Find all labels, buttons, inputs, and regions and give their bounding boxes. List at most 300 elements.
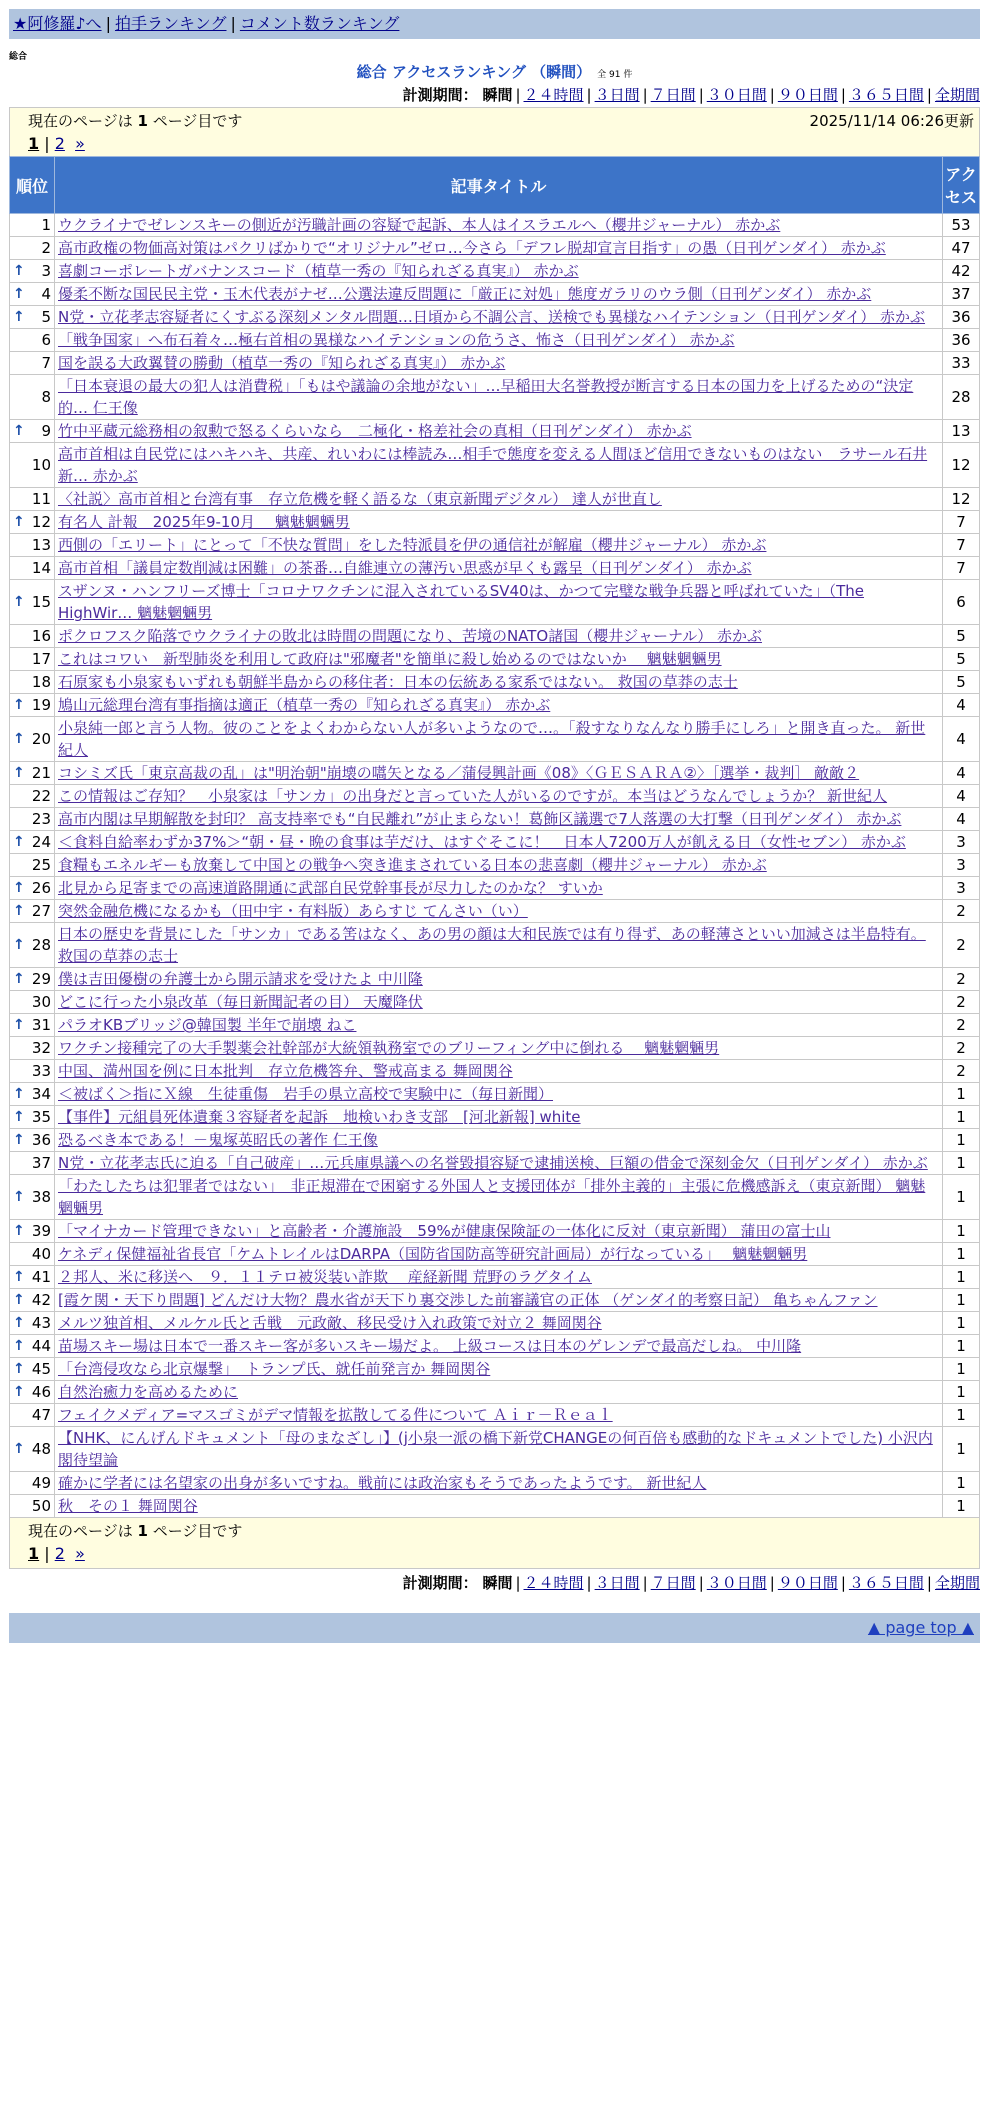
access-count: 13 [943,420,980,443]
title-cell [55,1335,943,1358]
rank-number: 43 [31,1314,51,1332]
table-row [10,260,980,283]
access-count: 33 [943,352,980,375]
article-link[interactable]: 鳩山元総理台湾有事指摘は適正（植草一秀の『知られざる真実』） 赤かぶ [58,696,551,714]
nav-link-comment-ranking[interactable]: コメント数ランキング [239,14,400,33]
title-cell [55,923,943,968]
rank-cell [10,1495,55,1518]
title-cell [55,1220,943,1243]
article-link[interactable]: 突然金融危機になるかも（田中宇・有料版）あらすじ てんさい（い） [58,902,528,920]
title-cell [55,1266,943,1289]
article-link[interactable]: N党・立花孝志氏に迫る「自己破産」…元兵庫県議への名誉毀損容疑で逮捕送検、巨額の借金で深刻金欠（日刊ゲンダイ） 赤かぶ [58,1154,928,1172]
title-cell [55,808,943,831]
status-box-bottom [9,1518,980,1569]
title-cell [55,968,943,991]
rank-cell [10,1358,55,1381]
top-nav: ★阿修羅♪へ | 拍手ランキング | コメント数ランキング [9,9,980,39]
rank-up-arrow-icon: ↑ [13,1189,25,1205]
pager-next-arrow[interactable]: » [75,134,85,153]
period-link-30d-bottom[interactable]: ３０日間 [706,1574,767,1592]
access-count: 4 [943,785,980,808]
rank-number: 46 [31,1383,51,1401]
title-cell [55,1312,943,1335]
access-count: 3 [943,854,980,877]
rank-cell [10,831,55,854]
ranking-table [9,156,980,1518]
table-row [10,329,980,352]
table-row [10,1152,980,1175]
rank-cell [10,900,55,923]
table-row [10,1060,980,1083]
rank-number: 28 [31,936,51,954]
article-link[interactable]: 日本の歴史を背景にした「サンカ」である筈はなく、あの男の顔は大和民族では有り得ず、あの軽薄さといい加減さは半島特有。 救国の草莽の志士 [58,925,926,965]
title-cell [55,420,943,443]
table-row [10,488,980,511]
rank-number: 47 [31,1406,51,1424]
article-link[interactable]: ＜被ばく＞指にＸ線 生徒重傷 岩手の県立高校で実験中に（毎日新聞） [58,1085,554,1103]
article-link[interactable]: パラオKBブリッジ@韓国製 半年で崩壊 ねこ [58,1016,357,1034]
rank-up-arrow-icon: ↑ [13,1086,25,1102]
table-row [10,991,980,1014]
header-access: アクセス [943,157,980,214]
table-row [10,1358,980,1381]
pager-next-arrow-bottom[interactable]: » [75,1544,85,1563]
article-link[interactable]: 【NHK、にんげんドキュメント「母のまなざし」】(j小泉一派の橋下新党CHANGEの何百倍も感動的なドキュメントでした) 小沢内閣待望論 [58,1429,933,1469]
rank-number: 3 [41,262,51,280]
article-link[interactable]: 国を誤る大政翼賛の勝動（植草一秀の『知られざる真実』） 赤かぶ [58,354,506,372]
table-row [10,1220,980,1243]
period-link-3d[interactable]: ３日間 [594,86,640,104]
period-current-bottom: 瞬間 [482,1574,513,1592]
table-row [10,762,980,785]
table-row [10,717,980,762]
rank-number: 16 [31,627,51,645]
rank-up-arrow-icon: ↑ [13,971,25,987]
rank-number: 19 [31,696,51,714]
title-cell [55,1014,943,1037]
table-row [10,923,980,968]
title-cell [55,1106,943,1129]
rank-up-arrow-icon: ↑ [13,1109,25,1125]
article-link[interactable]: 「日本衰退の最大の犯人は消費税」「もはや議論の余地がない」…早稲田大名誉教授が断言する日本の国力を上げるための“決定的… 仁王像 [58,377,914,417]
access-count: 6 [943,580,980,625]
title-cell [55,534,943,557]
rank-cell [10,375,55,420]
access-count: 1 [943,1381,980,1404]
article-link[interactable]: ポクロフスク陥落でウクライナの敗北は時間の問題になり、苦境のNATO諸国（櫻井ジャーナル） 赤かぶ [58,627,762,645]
article-link[interactable]: 確かに学者には名望家の出身が多いですね。戦前には政治家もそうであったようです。 新世紀人 [58,1474,707,1492]
table-row [10,1243,980,1266]
article-link[interactable]: 小泉純一郎と言う人物。彼のことをよくわからない人が多いようなので…。「殺すなりなんなり勝手にしろ」と開き直った。 新世紀人 [58,719,926,759]
table-row [10,1083,980,1106]
article-link[interactable]: どこに行った小泉改革（毎日新聞記者の目） 天魔降伏 [58,993,423,1011]
table-row [10,671,980,694]
rank-number: 39 [31,1222,51,1240]
rank-number: 37 [31,1154,51,1172]
access-count: 1 [943,1404,980,1427]
title-cell [55,1243,943,1266]
title-cell [55,1129,943,1152]
article-link[interactable]: ワクチン接種完了の大手製薬会社幹部が大統領執務室でのブリーフィング中に倒れる 魑魅魍魎男 [58,1039,720,1057]
page-wrapper [9,0,980,1643]
table-row [10,1404,980,1427]
access-count: 1 [943,1152,980,1175]
title-cell [55,1358,943,1381]
access-count: 2 [943,968,980,991]
access-count: 1 [943,1175,980,1220]
article-link[interactable]: 「わたしたちは犯罪者ではない」 非正規滞在で困窮する外国人と支援団体が「排外主義的」主張に危機感訴え（東京新聞） 魑魅魍魎男 [58,1177,926,1217]
period-link-7d-bottom[interactable]: ７日間 [650,1574,696,1592]
article-link[interactable]: 優柔不断な国民民主党・玉木代表がナゼ…公選法違反問題に「厳正に対処」態度ガラリのウラ側（日刊ゲンダイ） 赤かぶ [58,285,872,303]
rank-number: 25 [31,856,51,874]
table-row [10,237,980,260]
header-rank: 順位 [10,157,55,214]
rank-number: 41 [31,1268,51,1286]
article-link[interactable]: 秋 その１ 舞岡関谷 [58,1497,198,1515]
access-count: 1 [943,1243,980,1266]
table-row [10,648,980,671]
article-link[interactable]: 苗場スキー場は日本で一番スキー客が多いスキー場だよ。 上級コースは日本のゲレンデで最高だしね。 中川隆 [58,1337,802,1355]
table-row [10,1335,980,1358]
rank-cell [10,1312,55,1335]
updated-time: 2025/11/14 06:26更新 [809,112,974,130]
access-count: 1 [943,1266,980,1289]
article-link[interactable]: 喜劇コーポレートガバナンスコード（植草一秀の『知られざる真実』） 赤かぶ [58,262,579,280]
access-count: 7 [943,557,980,580]
article-link[interactable]: [霞ケ関・天下り問題] どんだけ大物？農水省が天下り裏交渉した前審議官の正体 （ゲンダイ的考察日記） 亀ちゃんファン [58,1291,878,1309]
article-link[interactable]: この情報はご存知？ 小泉家は「サンカ」の出身だと言っていた人がいるのですが。本当はどうなんでしょうか？ 新世紀人 [58,787,888,805]
period-label: 計測期間： [402,86,478,104]
table-row [10,306,980,329]
nav-link-clap-ranking[interactable]: 拍手ランキング [114,14,227,33]
rank-cell [10,260,55,283]
article-link[interactable]: 石原家も小泉家もいずれも朝鮮半島からの移住者：日本の伝統ある家系ではない。 救国の草莽の志士 [58,673,738,691]
period-link-365d-bottom[interactable]: ３６５日間 [848,1574,924,1592]
rank-number: 1 [41,216,51,234]
article-link[interactable]: 恐るべき本である！－鬼塚英昭氏の著作 仁王像 [58,1131,378,1149]
period-link-all-bottom[interactable]: 全期間 [934,1574,980,1592]
access-count: 47 [943,237,980,260]
article-link[interactable]: 高市首相「議員定数削減は困難」の茶番…自維連立の薄汚い思惑が早くも露呈（日刊ゲンダイ） 赤かぶ [58,559,752,577]
period-link-90d-bottom[interactable]: ９０日間 [777,1574,838,1592]
article-link[interactable]: 高市政権の物価高対策はパクリばかりで“オリジナル”ゼロ…今さら「デフレ脱却宣言目指す」の愚（日刊ゲンダイ） 赤かぶ [58,239,886,257]
rank-cell [10,1220,55,1243]
title-cell [55,511,943,534]
rank-cell [10,283,55,306]
rank-cell [10,534,55,557]
article-link[interactable]: ケネディ保健福祉省長官「ケムトレイルはDARPA（国防省国防高等研究計画局）が行なっている」 魑魅魍魎男 [58,1245,808,1263]
rank-number: 24 [31,833,51,851]
title-cell [55,306,943,329]
rank-number: 42 [31,1291,51,1309]
rank-cell [10,648,55,671]
rank-cell [10,877,55,900]
rank-cell [10,1060,55,1083]
article-link[interactable]: 「台湾侵攻なら北京爆撃」 トランプ氏、就任前発言か 舞岡関谷 [58,1360,491,1378]
rank-cell [10,488,55,511]
rank-up-arrow-icon: ↑ [13,1384,25,1400]
rank-up-arrow-icon: ↑ [13,1338,25,1354]
rank-up-arrow-icon: ↑ [13,834,25,850]
ranking-heading [9,61,980,83]
rank-number: 27 [31,902,51,920]
title-cell [55,375,943,420]
article-link[interactable]: ＜食料自給率わずか37%＞“朝・昼・晩の食事は芋だけ、はすぐそこに！ 日本人7200万人が飢える日（女性セブン） 赤かぶ [58,833,906,851]
title-cell [55,1175,943,1220]
rank-cell [10,808,55,831]
access-count: 12 [943,488,980,511]
article-link[interactable]: ウクライナでゼレンスキーの側近が汚職計画の容疑で起訴、本人はイスラエルへ（櫻井ジャーナル） 赤かぶ [58,216,781,234]
article-link[interactable]: 【事件】元組員死体遺棄３容疑者を起訴 地検いわき支部 [河北新報] white [58,1108,581,1126]
table-row [10,511,980,534]
rank-up-arrow-icon: ↑ [13,765,25,781]
table-row [10,1129,980,1152]
article-link[interactable]: 西側の「エリート」にとって「不快な質問」をした特派員を伊の通信社が解雇（櫻井ジャーナル） 赤かぶ [58,536,767,554]
title-cell [55,329,943,352]
article-link[interactable]: 「マイナカード管理できない」と高齢者・介護施設 59%が健康保険証の一体化に反対（東京新聞） 蒲田の富士山 [58,1222,831,1240]
access-count: 4 [943,762,980,785]
article-link[interactable]: 高市首相は自民党にはハキハキ、共産、れいわには棒読み…相手で態度を変える人間ほど信用できないものはない ラサール石井 新… 赤かぶ [58,445,928,485]
access-count: 1 [943,1358,980,1381]
rank-cell [10,1243,55,1266]
access-count: 7 [943,534,980,557]
access-count: 5 [943,671,980,694]
article-link[interactable]: 〈社説〉高市首相と台湾有事 存立危機を軽く語るな（東京新聞デジタル） 達人が世直し [58,490,662,508]
table-row [10,1427,980,1472]
article-link[interactable]: 有名人 計報 2025年9-10月 魑魅魍魎男 [58,513,350,531]
article-link[interactable]: 僕は吉田優樹の弁護士から開示請求を受けたよ 中川隆 [58,970,423,988]
table-row [10,214,980,237]
pager-current: 1 [28,134,40,153]
rank-cell [10,557,55,580]
rank-cell [10,671,55,694]
rank-cell [10,443,55,488]
rank-up-arrow-icon: ↑ [13,1269,25,1285]
access-count: 1 [943,1083,980,1106]
rank-number: 22 [31,787,51,805]
rank-cell [10,420,55,443]
access-count: 2 [943,991,980,1014]
access-count: 2 [943,900,980,923]
rank-number: 11 [31,490,51,508]
title-cell [55,648,943,671]
access-count: 4 [943,717,980,762]
period-link-24h[interactable]: ２４時間 [523,86,584,104]
rank-cell [10,1037,55,1060]
page-title: 総合 アクセスランキング （瞬間） [356,63,592,81]
title-cell [55,260,943,283]
rank-up-arrow-icon: ↑ [13,1441,25,1457]
rank-number: 32 [31,1039,51,1057]
rank-number: 26 [31,879,51,897]
total-count: 全 91 件 [597,70,633,80]
title-cell [55,762,943,785]
title-cell [55,900,943,923]
title-cell [55,1289,943,1312]
rank-up-arrow-icon: ↑ [13,1223,25,1239]
access-count: 5 [943,648,980,671]
table-row [10,1266,980,1289]
rank-cell [10,625,55,648]
rank-number: 12 [31,513,51,531]
access-count: 36 [943,329,980,352]
table-row [10,534,980,557]
title-cell [55,785,943,808]
article-link[interactable]: フェイクメディア=マスゴミがデマ情報を拡散してる件について Ａｉｒ－Ｒｅａｌ [58,1406,613,1424]
current-page-text-bottom: 現在のページは 1 ページ目です [28,1522,243,1540]
rank-cell [10,1472,55,1495]
rank-number: 40 [31,1245,51,1263]
article-link[interactable]: 食糧もエネルギーも放棄して中国との戦争へ突き進まされている日本の悲喜劇（櫻井ジャーナル） 赤かぶ [58,856,767,874]
rank-cell [10,1129,55,1152]
article-link[interactable]: コシミズ氏「東京高裁の乱」は"明治朝"崩壊の嚆矢となる／蒲侵興計画《08》〈ＧＥＳＡＲＡ②〉［選挙・裁判］ 敵敵２ [58,764,860,782]
rank-number: 29 [31,970,51,988]
access-count: 1 [943,1312,980,1335]
table-row [10,831,980,854]
article-link[interactable]: 竹中平蔵元総務相の叙勲で怒るくらいなら 二極化・格差社会の真相（日刊ゲンダイ） 赤かぶ [58,422,692,440]
rank-cell [10,785,55,808]
period-link-90d[interactable]: ９０日間 [777,86,838,104]
access-count: 2 [943,923,980,968]
access-count: 1 [943,1106,980,1129]
rank-cell [10,968,55,991]
rank-cell [10,1404,55,1427]
title-cell [55,831,943,854]
article-link[interactable]: 自然治癒力を高めるために [58,1383,239,1401]
page-top-link[interactable]: ▲ page top ▲ [867,1618,974,1637]
rank-number: 9 [41,422,51,440]
title-cell [55,283,943,306]
table-row [10,420,980,443]
rank-number: 2 [41,239,51,257]
rank-number: 36 [31,1131,51,1149]
table-row [10,694,980,717]
access-count: 4 [943,808,980,831]
article-link[interactable]: 中国、満州国を例に日本批判 存立危機答弁、警戒高まる 舞岡関谷 [58,1062,513,1080]
table-row [10,443,980,488]
period-link-all[interactable]: 全期間 [934,86,980,104]
table-row [10,1037,980,1060]
rank-cell [10,1381,55,1404]
title-cell [55,1495,943,1518]
access-count: 5 [943,625,980,648]
title-cell [55,443,943,488]
rank-number: 4 [41,285,51,303]
article-link[interactable]: 北見から足寄までの高速道路開通に武部自民党幹事長が尽力したのかな？ すいか [58,879,603,897]
pager-link-2[interactable]: 2 [54,134,65,153]
pager-top: 1 | 2 » [28,134,85,153]
access-count: 1 [943,1220,980,1243]
access-count: 53 [943,214,980,237]
access-count: 2 [943,1037,980,1060]
title-cell [55,1472,943,1495]
article-link[interactable]: スザンヌ・ハンフリーズ博士「コロナワクチンに混入されているSV40は、かつて完璧な戦争兵器と呼ばれていた」（The HighWir… 魑魅魍魎男 [58,582,864,622]
rank-up-arrow-icon: ↑ [13,1361,25,1377]
rank-cell [10,511,55,534]
pager-link-2-bottom[interactable]: 2 [54,1544,65,1563]
rank-cell [10,306,55,329]
table-row [10,900,980,923]
rank-cell [10,1014,55,1037]
rank-number: 7 [41,354,51,372]
period-link-30d[interactable]: ３０日間 [706,86,767,104]
rank-cell [10,1427,55,1472]
rank-cell [10,694,55,717]
table-row [10,808,980,831]
period-link-24h-bottom[interactable]: ２４時間 [523,1574,584,1592]
period-link-3d-bottom[interactable]: ３日間 [594,1574,640,1592]
rank-number: 50 [31,1497,51,1515]
table-row [10,352,980,375]
rank-cell [10,1152,55,1175]
nav-link-asyura[interactable]: ★阿修羅♪へ [13,14,102,33]
table-row [10,1472,980,1495]
rank-up-arrow-icon: ↑ [13,309,25,325]
status-box-top [9,107,980,156]
title-cell [55,877,943,900]
rank-number: 48 [31,1440,51,1458]
article-link[interactable]: メルツ独首相、メルケル氏と舌戦 元政敵、移民受け入れ政策で対立２ 舞岡関谷 [58,1314,602,1332]
rank-up-arrow-icon: ↑ [13,903,25,919]
table-row [10,283,980,306]
table-row [10,854,980,877]
rank-cell [10,762,55,785]
article-link[interactable]: N党・立花孝志容疑者にくすぶる深刻メンタル問題…日頃から不調公言、送検でも異様なハイテンション（日刊ゲンダイ） 赤かぶ [58,308,926,326]
period-link-365d[interactable]: ３６５日間 [848,86,924,104]
table-row [10,1495,980,1518]
title-cell [55,671,943,694]
rank-up-arrow-icon: ↑ [13,880,25,896]
rank-number: 33 [31,1062,51,1080]
title-cell [55,1381,943,1404]
article-link[interactable]: ２邦人、米に移送へ ９．１１テロ被災装い詐欺 産経新聞 荒野のラグタイム [58,1268,592,1286]
access-count: 37 [943,283,980,306]
rank-up-arrow-icon: ↑ [13,1315,25,1331]
article-link[interactable]: 高市内閣は早期解散を封印？ 高支持率でも“自民離れ”が止まらない！葛飾区議選で7人落選の大打撃（日刊ゲンダイ） 赤かぶ [58,810,902,828]
rank-cell [10,1266,55,1289]
access-count: 1 [943,1289,980,1312]
table-row [10,1289,980,1312]
period-label-bottom: 計測期間： [402,1574,478,1592]
period-link-7d[interactable]: ７日間 [650,86,696,104]
table-row [10,580,980,625]
rank-cell [10,717,55,762]
article-link[interactable]: 「戦争国家」へ布石着々…極右首相の異様なハイテンションの危うさ、怖さ（日刊ゲンダイ） 赤かぶ [58,331,735,349]
rank-cell [10,214,55,237]
rank-up-arrow-icon: ↑ [13,1017,25,1033]
rank-number: 49 [31,1474,51,1492]
rank-number: 23 [31,810,51,828]
rank-number: 18 [31,673,51,691]
table-row [10,1312,980,1335]
title-cell [55,1427,943,1472]
rank-cell [10,854,55,877]
period-selector: 計測期間： 瞬間 | ２４時間 | ３日間 | ７日間 | ３０日間 | ９０日間 | ３６５日間 | 全期間 [402,86,980,104]
rank-cell [10,1083,55,1106]
rank-number: 30 [31,993,51,1011]
article-link[interactable]: これはコワい 新型肺炎を利用して政府は"邪魔者"を簡単に殺し始めるのではないか 魑魅魍魎男 [58,650,722,668]
rank-number: 44 [31,1337,51,1355]
rank-up-arrow-icon: ↑ [13,423,25,439]
table-row [10,785,980,808]
pager-current-bottom: 1 [28,1544,40,1563]
table-row [10,1175,980,1220]
current-page-text: 現在のページは 1 ページ目です [28,112,243,130]
title-cell [55,717,943,762]
title-cell [55,488,943,511]
rank-number: 13 [31,536,51,554]
title-cell [55,854,943,877]
